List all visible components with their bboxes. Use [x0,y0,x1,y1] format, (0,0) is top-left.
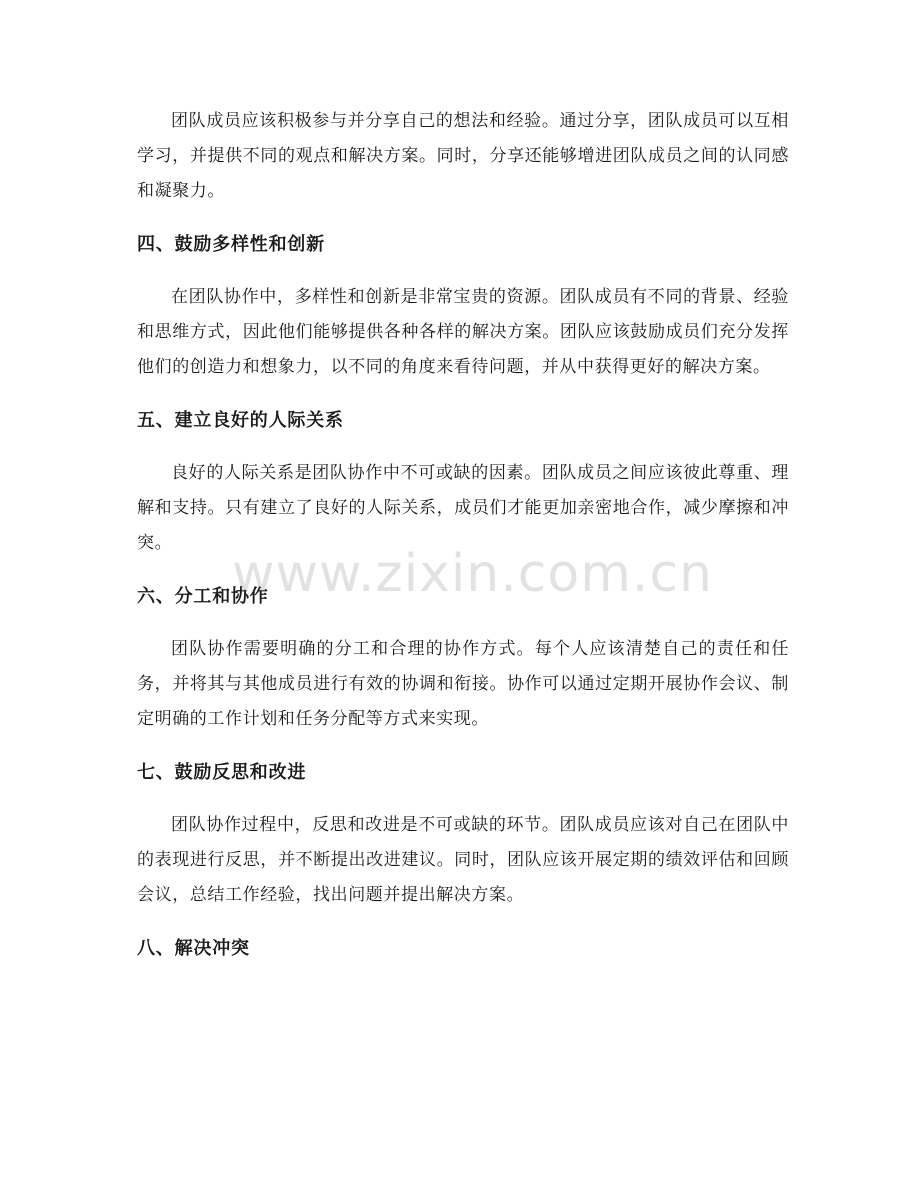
heading-relationships: 五、建立良好的人际关系 [137,410,344,431]
heading-diversity-innovation: 四、鼓励多样性和创新 [137,234,325,255]
paragraph-sharing: 团队成员应该积极参与并分享自己的想法和经验。通过分享，团队成员可以互相学习，并提供不同的观点和解决方案。同时，分享还能够增进团队成员之间的认同感和凝聚力。 [137,111,789,201]
paragraph-diversity-innovation: 在团队协作中，多样性和创新是非常宝贵的资源。团队成员有不同的背景、经验和思维方式，因此他们能够提供各种各样的解决方案。团队应该鼓励成员们充分发挥他们的创造力和想象力，以不同的角度来看待问题，并从中获得更好的解决方案。 [137,287,789,377]
heading-division-of-labor: 六、分工和协作 [137,586,269,607]
heading-reflection: 七、鼓励反思和改进 [137,762,307,783]
paragraph-relationships: 良好的人际关系是团队协作中不可或缺的因素。团队成员之间应该彼此尊重、理解和支持。只有建立了良好的人际关系，成员们才能更加亲密地合作，减少摩擦和冲突。 [137,463,789,553]
paragraph-reflection: 团队协作过程中，反思和改进是不可或缺的环节。团队成员应该对自己在团队中的表现进行反思，并不断提出改进建议。同时，团队应该开展定期的绩效评估和回顾会议，总结工作经验，找出问题并提出解决方案。 [137,815,789,905]
watermark: www.zixin.com.cn [232,544,713,604]
paragraph-division-of-labor: 团队协作需要明确的分工和合理的协作方式。每个人应该清楚自己的责任和任务，并将其与其他成员进行有效的协调和衔接。协作可以通过定期开展协作会议、制定明确的工作计划和任务分配等方式来实现。 [137,639,789,729]
heading-conflict-resolution: 八、解决冲突 [137,938,250,959]
document-body [137,104,789,966]
